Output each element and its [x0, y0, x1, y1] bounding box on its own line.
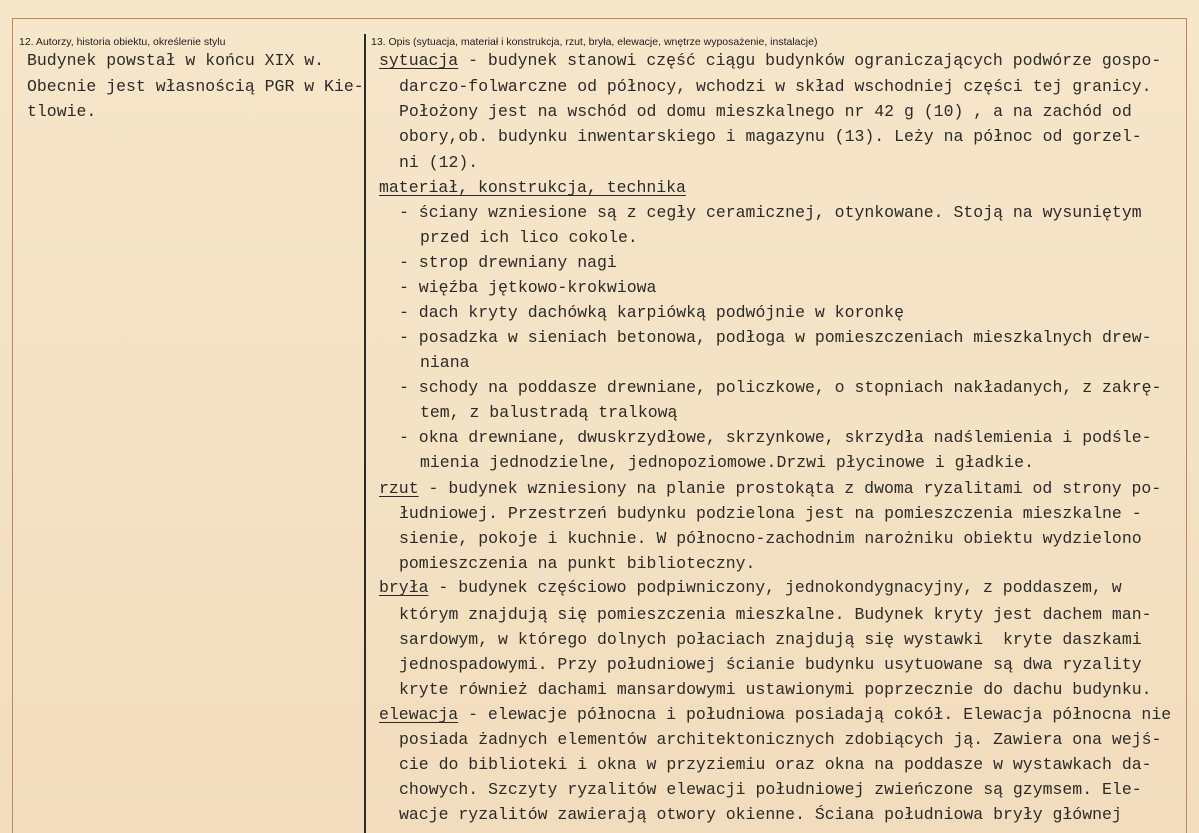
body-line: - ściany wzniesione są z cegły ceramicznej, otynkowane. Stoją na wysuniętym	[399, 203, 1142, 222]
body-line: pomieszczenia na punkt biblioteczny.	[399, 554, 756, 573]
section-label-material: materiał, konstrukcja, technika	[379, 178, 686, 197]
left-line: tlowie.	[27, 102, 97, 121]
left-column-header: 12. Autorzy, historia obiektu, określenie stylu	[19, 36, 226, 48]
left-line: Budynek powstał w końcu XIX w.	[27, 51, 325, 70]
section-elewacja-first-line	[379, 707, 1171, 724]
body-line: - schody na poddasze drewniane, policzkowe, o stopniach nakładanych, z zakrę-	[399, 378, 1162, 397]
body-line: Położony jest na wschód od domu mieszkalnego nr 42 g (10) , a na zachód od	[399, 102, 1132, 121]
body-line: obory,ob. budynku inwentarskiego i magazynu (13). Leży na północ od gorzel-	[399, 127, 1142, 146]
body-line: sardowym, w którego dolnych połaciach znajdują się wystawki kryte daszkami	[399, 630, 1142, 649]
section-sytuacja-first-line	[379, 53, 1161, 70]
section-label-rzut: rzut	[379, 479, 419, 498]
section-label-elewacja: elewacja	[379, 705, 459, 724]
body-line: sienie, pokoje i kuchnie. W północno-zachodnim narożniku obiektu wydzielono	[399, 529, 1142, 548]
right-column-header: 13. Opis (sytuacja, materiał i konstrukcja, rzut, bryła, elewacje, wnętrze wyposażenie, instalacje)	[371, 36, 818, 48]
body-line: ni (12).	[399, 153, 479, 172]
body-line: posiada żadnych elementów architektonicznych zdobiących ją. Zawiera ona wejś-	[399, 730, 1162, 749]
line-text: - elewacje północna i południowa posiadają cokół. Elewacja północna nie	[458, 705, 1172, 724]
body-line: chowych. Szczyty ryzalitów elewacji południowej zwieńczone są gzymsem. Ele-	[399, 780, 1142, 799]
section-bryla-first-line	[379, 580, 1122, 597]
body-line: darczo-folwarczne od północy, wchodzi w skład wschodniej części tej granicy.	[399, 77, 1152, 96]
body-line: łudniowej. Przestrzeń budynku podzielona jest na pomieszczenia mieszkalne -	[399, 504, 1142, 523]
section-label-sytuacja: sytuacja	[379, 51, 459, 70]
section-rzut-first-line	[379, 481, 1161, 498]
body-line: - dach kryty dachówką karpiówką podwójnie w koronkę	[399, 303, 904, 322]
body-line: - więźba jętkowo-krokwiowa	[399, 278, 657, 297]
line-text: - budynek wzniesiony na planie prostokąta z dwoma ryzalitami od strony po-	[418, 479, 1162, 498]
body-line: wacje ryzalitów zawierają otwory okienne. Ściana południowa bryły głównej	[399, 805, 1122, 824]
body-line: przed ich lico cokole.	[420, 228, 638, 247]
body-line: tem, z balustradą tralkową	[420, 403, 678, 422]
line-text: - budynek częściowo podpiwniczony, jednokondygnacyjny, z poddaszem, w	[428, 578, 1122, 597]
body-line: - strop drewniany nagi	[399, 253, 617, 272]
body-line: cie do biblioteki i okna w przyziemiu oraz okna na poddasze w wystawkach da-	[399, 755, 1152, 774]
column-divider	[364, 34, 366, 833]
body-line: mienia jednodzielne, jednopoziomowe.Drzwi płycinowe i gładkie.	[420, 453, 1034, 472]
body-line: którym znajdują się pomieszczenia mieszkalne. Budynek kryty jest dachem man-	[399, 605, 1152, 624]
body-line: niana	[420, 353, 470, 372]
body-line: jednospadowymi. Przy południowej ścianie budynku usytuowane są dwa ryzality	[399, 655, 1142, 674]
line-text: - budynek stanowi część ciągu budynków ograniczających podwórze gospo-	[458, 51, 1162, 70]
body-line: kryte również dachami mansardowymi ustawionymi poprzecznie do dachu budynku.	[399, 680, 1152, 699]
body-line: - okna drewniane, dwuskrzydłowe, skrzynkowe, skrzydła nadślemienia i podśle-	[399, 428, 1152, 447]
left-line: Obecnie jest własnością PGR w Kie-	[27, 77, 364, 96]
body-line: - posadzka w sieniach betonowa, podłoga w pomieszczeniach mieszkalnych drew-	[399, 328, 1152, 347]
section-label-bryla: bryła	[379, 578, 429, 597]
